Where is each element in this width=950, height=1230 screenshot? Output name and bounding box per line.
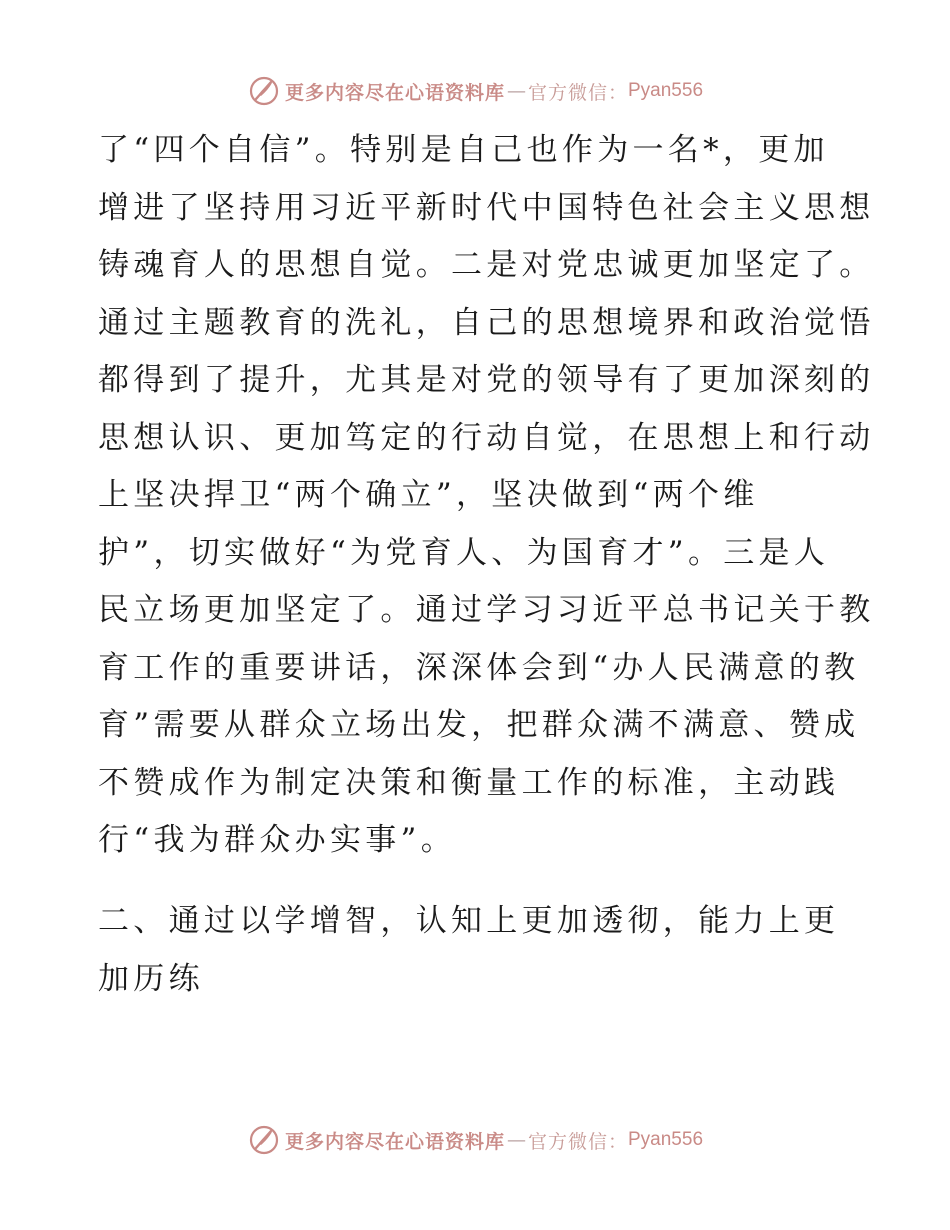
paragraph-line: 都得到了提升，尤其是对党的领导有了更加深刻的	[98, 362, 875, 398]
footer-watermark	[0, 1120, 950, 1160]
header-watermark	[0, 71, 950, 111]
section-heading	[98, 893, 858, 1008]
paragraph-line: 增进了坚持用习近平新时代中国特色社会主义思想	[98, 189, 875, 226]
watermark-wechat-id: Pyan556	[628, 1129, 704, 1150]
section-heading-line: 加历练	[98, 960, 204, 997]
quill-pen-seal-icon	[247, 74, 281, 108]
watermark-wechat-label: 官方微信：	[527, 1130, 628, 1153]
section-heading-line: 二、通过以学增智，认知上更加透彻，能力上更	[98, 903, 840, 939]
watermark-brand: 更多内容尽在心语资料库	[284, 1130, 505, 1153]
watermark-separator: —	[506, 1129, 526, 1151]
paragraph-line: 上坚决捍卫“两个确立”，坚决做到“两个维	[98, 477, 759, 513]
watermark-separator: —	[506, 80, 526, 102]
paragraph-line: 了“四个自信”。特别是自己也作为一名*，更加	[98, 132, 829, 168]
watermark-brand: 更多内容尽在心语资料库	[284, 81, 505, 104]
quill-pen-seal-icon	[247, 1123, 281, 1157]
paragraph-line: 民立场更加坚定了。通过学习习近平总书记关于教	[98, 592, 875, 628]
paragraph-line: 育”需要从群众立场出发，把群众满不满意、赞成	[98, 707, 860, 743]
paragraph-line: 铸魂育人的思想自觉。二是对党忠诚更加坚定了。	[98, 247, 875, 283]
paragraph-line: 不赞成作为制定决策和衡量工作的标准，主动践	[98, 764, 840, 801]
body-paragraph	[98, 122, 875, 870]
paragraph-line: 通过主题教育的洗礼，自己的思想境界和政治觉悟	[98, 304, 875, 341]
paragraph-line: 育工作的重要讲话，深深体会到“办人民满意的教	[98, 649, 860, 686]
watermark-wechat-id: Pyan556	[628, 80, 704, 101]
watermark-wechat-label: 官方微信：	[527, 81, 628, 104]
paragraph-line: 思想认识、更加笃定的行动自觉，在思想上和行动	[98, 419, 875, 456]
paragraph-line: 护”，切实做好“为党育人、为国育才”。三是人	[98, 534, 830, 571]
paragraph-line: 行“我为群众办实事”。	[98, 822, 456, 858]
